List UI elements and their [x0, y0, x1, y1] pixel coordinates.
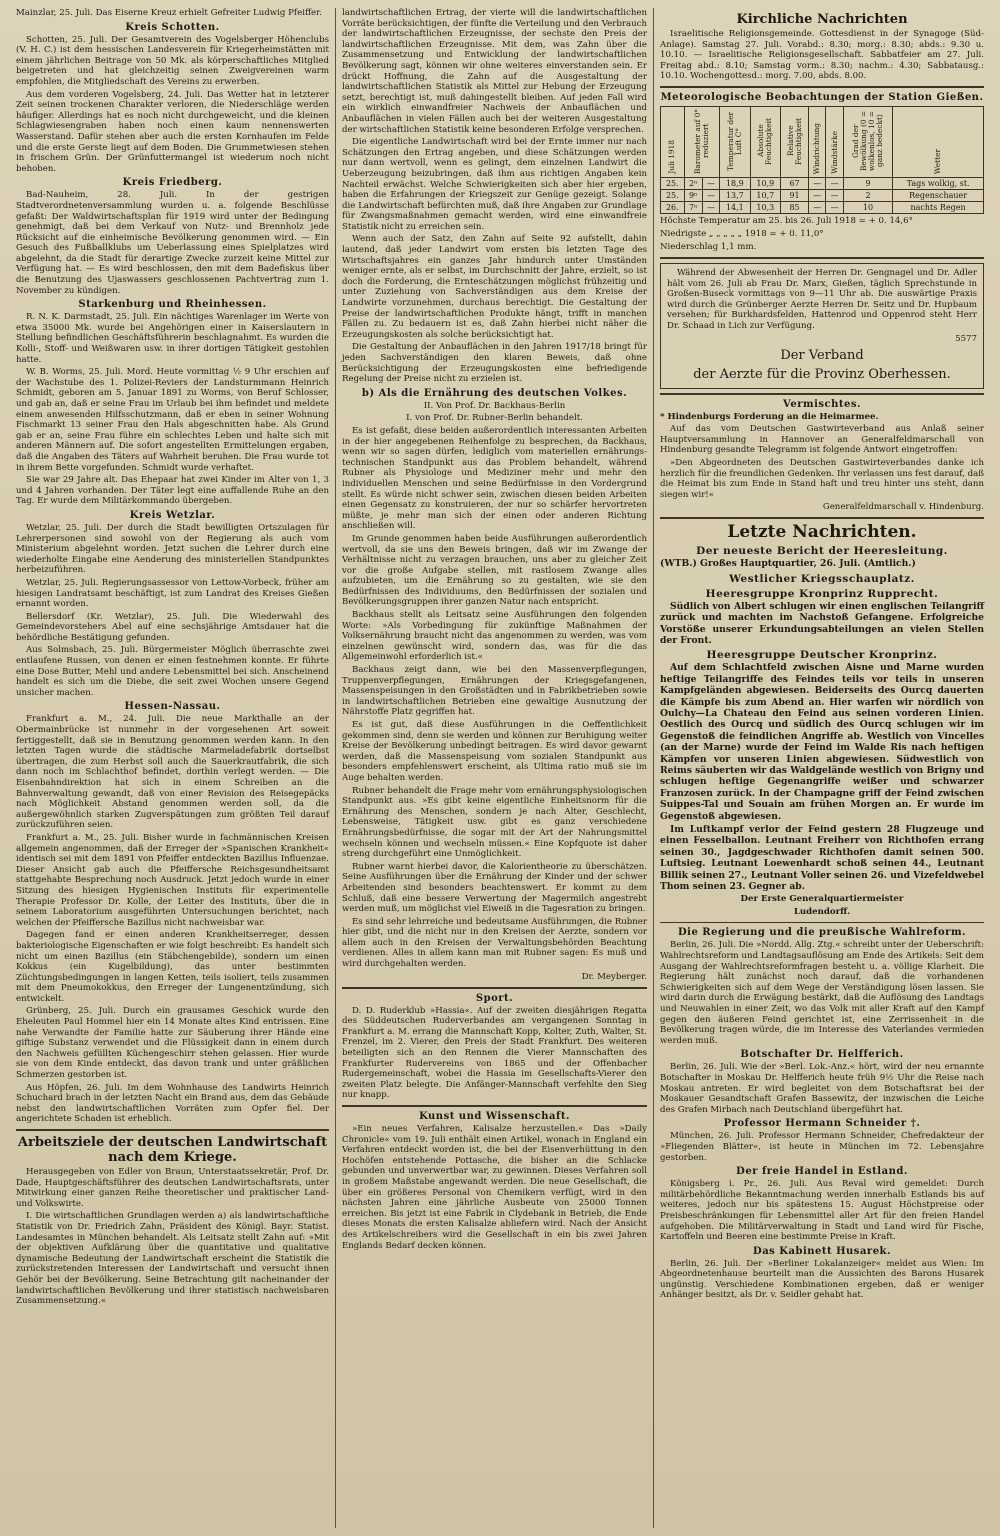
table-cell: —	[826, 189, 843, 201]
article-paragraph: I. Die wirtschaftlichen Grundlagen werden a) als landwirtschaftliche Statistik von Dr. Friedrich Zahn, Präsident des Königl. Bayr. Statist. Landesamtes in München behandelt. Als Leitsatz stellt Zahn auf: »Mit der objektiven Aufklärung über die quantitative und qualitative dynamische Bedeutung der Landwirtschaft erscheint die Statistik die zurückstretenden Interessen der Landwirtschaft und versucht ihnen Gehör bei der Bevölkerung. Seine Betrachtung gilt nacheinander der landwirtschaftlichen Bevölkerung und ihrer statistisch nachweisbaren Zusammensetzung.«	[16, 1211, 329, 1307]
heading-meteorology: Meteorologische Beobachtungen der Station Gießen.	[660, 91, 984, 103]
subheading-author: I. von Prof. Dr. Rubner-Berlin behandelt.	[406, 413, 583, 424]
subheading: b) Als die Ernährung des deutschen Volkes.	[361, 387, 628, 399]
doctors-notice-signature-2: der Aerzte für die Provinz Oberhessen.	[693, 366, 951, 382]
report-intro: (WTB.) Großes Hauptquartier, 26. Juli. (Amtlich.)	[660, 558, 916, 570]
heading-estland: Der freie Handel in Estland.	[736, 1166, 908, 1178]
weather-col-header: Windrichtung	[809, 106, 826, 177]
table-cell: 9	[843, 177, 892, 189]
weather-col-header: Grad der Bewölkung (0 = wolkenlos, 10 = ganz bedeckt)	[843, 106, 892, 177]
table-cell: 7ⁿ	[684, 201, 702, 213]
table-cell: 9ⁿ	[684, 189, 702, 201]
news-item: Grünberg, 25. Juli. Durch ein grausames Geschick wurde den Eheleuten Paul Hommel hier ein 14 Monate altes Kind entrissen. Eine nahe Verwandte der Familie hatte zur Säuberung ihrer Hände eine giftige Substanz verwendet und die Flüssigkeit dann in einem durch den Nachweis gefüllten Küchengeschirr stehen gelassen. Hier wurde sie von dem Kinde entdeckt, das davon trank und unter gräßlichen Schmerzen gestorben ist.	[16, 1006, 329, 1081]
news-item: Aus Solmsbach, 25. Juli. Bürgermeister Möglich überraschte zwei entlaufene Russen, von denen er einen festnehmen konnte. Er führte eine Dose Butter, Mehl und andere Lebensmittel bei sich. Anscheinend handelt es sich um die Diebe, die seit zwei Wochen unsere Gegend unsicher machen.	[16, 645, 329, 698]
table-cell: —	[809, 189, 826, 201]
heading-schneider: Professor Hermann Schneider †.	[723, 1118, 921, 1130]
news-item: Wetzlar, 25. Juli. Der durch die Stadt bewilligten Ortszulagen für Lehrerpersonen sind sowohl von der Regierung als auch vom Ministerium abgelehnt worden. Jetzt suchen die Lehrer durch eine wiederholte Eingabe eine Aenderung des ministeriellen Standpunktes herbeizuführen.	[16, 522, 329, 576]
news-item: Aus Höpfen, 26. Juli. Im dem Wohnhause des Landwirts Heinrich Schuchard brach in der letzten Nacht ein Brand aus, dem das Gebäude nebst den landwirtschaftlichen Vorräten zum Opfer fiel. Der angerichtete Schaden ist erheblich.	[16, 1082, 329, 1125]
divider	[16, 1129, 329, 1131]
heading-sport: Sport.	[475, 992, 514, 1004]
weather-table-header	[661, 106, 984, 177]
weather-col-header: Wetter	[893, 106, 984, 177]
article-paragraph: Es ist gefaßt, diese beiden außerordentlich interessanten Arbeiten in der hier angegebenen Reihenfolge zu besprechen, da Backhaus, wenn wir so sagen dürfen, lediglich vom materiellen ernährungs-technischen Standpunkt aus das Problem behandelt, während Rubner als Physiologe und Mediziner mehr und mehr den individuellen Menschen und seine Bedürfnisse in den Vordergrund stellt. Es würde nicht schwer sein, zwischen diesen beiden Arbeiten einen Gegensatz zu konstruieren, der nur so schärfer hervortreten müßte, je mehr man sich der einen oder anderen Richtung anschließen will.	[342, 425, 647, 532]
table-cell: Tags wolkig, st.	[893, 177, 984, 189]
divider	[660, 393, 984, 395]
heading-letzte-nachrichten: Letzte Nachrichten.	[727, 522, 917, 543]
column-right	[654, 8, 990, 1528]
news-item: Berlin, 26. Juli. Wie der »Berl. Lok.-Anz.« hört, wird der neu ernannte Botschafter in Moskau Dr. Helfferich heute früh 9½ Uhr die Reise nach Moskau antreten. Er wird begleitet von dem Botschaftsrat bei der Moskauer Gesandtschaft Grafen Bassewitz, der inzwischen die Leiche des Grafen Mirbach nach Deutschland übergeführt hat.	[660, 1062, 984, 1115]
news-item: Wetzlar, 25. Juli. Regierungsassessor von Lettow-Vorbeck, früher am hiesigen Landratsamt beschäftigt, ist zum Landrat des Kreises Gießen ernannt worden.	[16, 577, 329, 610]
table-cell: 10,7	[750, 189, 780, 201]
table-row	[661, 189, 984, 201]
article-paragraph: Backhaus zeigt dann, wie bei den Massenverpflegungen, Truppenverpflegungen, Ernährungen der Kriegsgefangenen, Massenspeisungen in den Großstädten und in Fabrikbetrieben sowie in landwirtschaftlichen Betrieben eine gewaltige Ausnutzung der Nährstoffe Platz gegriffen hat.	[342, 665, 647, 718]
max-temperature: Höchste Temperatur am 25. bis 26. Juli 1918 = + 0. 14,6°	[660, 215, 913, 226]
table-cell: 85	[781, 201, 809, 213]
article-paragraph: Es ist gut, daß diese Ausführungen in die Oeffentlichkeit gekommen sind, denn sie werden und können zur Beruhigung weiter Kreise der Bevölkerung unbedingt beitragen. Es wird davor gewarnt werden, daß die Massenspeisung vom sozialen Standpunkt aus besonders empfehlenswert erscheint, als Ultima ratio muß sie im Auge behalten werden.	[342, 720, 647, 783]
news-item: Sie war 29 Jahre alt. Das Ehepaar hat zwei Kinder im Alter von 1, 3 und 4 Jahren vorhanden. Der Täter legt eine auffallende Ruhe an den Tag. Er wurde dem Militärkommando übergeben.	[16, 475, 329, 507]
table-cell: 26.	[661, 201, 685, 213]
article-signature: Dr. Meyberger.	[581, 971, 647, 982]
report-signature: Der Erste Generalquartiermeister	[740, 894, 904, 905]
news-item: Berlin, 26. Juli. Die »Nordd. Allg. Ztg.« schreibt unter der Ueberschrift: Wahlrechtsreform und Landtagsauflösung am Ende des Artikels: Seit dem Ausgang der Wahlrechtsreformfragen besteht u. a. völlige Klarheit. Die Regierung hält zunächst noch darauf, daß die vorhandenen Schwierigkeiten sich auf dem Wege der Verständigung lösen lassen. Sie wird darin durch die Erwägung bestärkt, daß die Auflösung des Landtags und Neuwahlen in einer Zeit, wo das Volk mit aller Kraft auf den Kampf gegen den äußeren Feind gerichtet ist, eine Zerrissenheit in die Bevölkerung tragen würde, die im Interesse des Vaterlandes vermieden werden muß.	[660, 940, 984, 1046]
heading-starkenburg: Starkenburg und Rheinhessen.	[78, 299, 267, 311]
vermischtes-text: Auf das vom Deutschen Gastwirteverband aus Anlaß seiner Hauptversammlung in Hannover an Generalfeldmarschall von Hindenburg gesandte Telegramm ist folgende Antwort eingetroffen:	[660, 424, 984, 456]
article-paragraph: landwirtschaftlichen Ertrag, der vierte will die landwirtschaftlichen Vorräte berücksichtigen, der fünfte die Verteilung und den Verbrauch der landwirtschaftlichen Erzeugnisse, der sechste den Preis der landwirtschaftlichen Erzeugnisse. Mit dem, was Zahn über die Zusammensetzung und Entwicklung der landwirtschaftlichen Bevölkerung sagt, können wir ohne weiteres einverstanden sein. Er drückt Hoffnung, die Zahn auf die Ausgestaltung der landwirtschaftlichen Statistik als Mittel zur Hebung der Erzeugung setzt, berechtigt ist, muß dahingestellt bleiben. Auf jeden Fall wird ein wirklich einwandfreier Nachweis der Anbauflächen und Anbauflächen in vielen Fällen auch bei der weiteren Ausgestaltung der wirtschaftlichen Statistik keine besonderen Erfolge versprechen.	[342, 8, 647, 135]
table-cell: 2	[843, 189, 892, 201]
divider	[660, 922, 984, 923]
column-middle	[336, 8, 654, 1528]
weather-col-header: Relative Feuchtigkeit	[781, 106, 809, 177]
news-item: R. N. K. Darmstadt, 25. Juli. Ein nächtiges Warenlager im Werte von etwa 35000 Mk. wurde bei Angehörigen einer in Kaiserslautern in Stellung befindlichen Geschäftsführerin beschlagnahmt. Es wurden die Kolli-, Stoff- und Weißwaren usw. in ihrer dortigen Tätigkeit gestohlen hatte.	[16, 312, 329, 365]
heading-deutscher-kronprinz: Heeresgruppe Deutscher Kronprinz.	[706, 649, 938, 662]
heading-hessen-nassau: Hessen-Nassau.	[124, 701, 221, 713]
heading-kreis-schotten: Kreis Schotten.	[125, 21, 220, 33]
doctors-notice-number: 5577	[955, 333, 977, 344]
table-cell: 10	[843, 201, 892, 213]
news-item: Berlin, 26. Juli. Der »Berliner Lokalanzeiger« meldet aus Wien: Im Abgeordnetenhause beurteilt man die Aussichten des Barons Husarek ungünstig. Verschiedene Kombinationen ergeben, daß er weniger Anhänger besitzt, als Dr. v. Seidler gehabt hat.	[660, 1258, 984, 1301]
church-notice: Israelitische Religionsgemeinde. Gottesdienst in der Synagoge (Süd-Anlage). Samstag 27. Juli. Vorabd.: 8.30; morg.: 8.30; abds.: 9.30 u. 10.10. — Israelitische Religionsgesellschaft. Sabbatfeier am 27. Juli. Freitag abd.: 8.10; Samstag vorm.: 8.30; nachm.: 4.30; Sabbatausg.: 10.10. Wochengottesd.: morg. 7.00, abds. 8.00.	[660, 29, 984, 82]
report-paragraph: Auf dem Schlachtfeld zwischen Aisne und Marne wurden heftige Teilangriffe des Feindes teils vor teils in unseren Kampfgeländen abgewiesen. Beiderseits des Ourcq dauerten die Kämpfe bis zum Abend an. Hier warfen wir nördlich von Oulchy—La Chateau den Feind aus seinen vorderen Linien. Oestlich des Ourcq und südlich des Ourcq schlugen wir im Gegenstoß die feindlichen Angriffe ab. Westlich von Vincelles (an der Marne) wurde der Feind im Walde Ris nach heftigen Kämpfen vor unseren Linien abgewiesen. Südwestlich von Reims säuberten wir das Waldgelände westlich von Brigny und schlugen heftige Gegenangriffe weißer und schwarzer Franzosen zurück. In der Champagne griff der Feind zwischen Suippes-Tal und Souain am frühen Morgen an. Er wurde im Gegenstoß abgewiesen.	[660, 662, 984, 822]
news-item: Aus dem vorderen Vogelsberg, 24. Juli. Das Wetter hat in letzterer Zeit seinen trockenen Charakter verloren, die Niederschläge werden häufiger. Allerdings hat es noch nicht durchgeweicht, und die kleinen Schlagwiesengraben haben noch einen kaum nennenswerten Wasserstand. Dafür stehen aber auch die ersten Kornhaufen im Felde und die erste Gerste liegt auf dem Boden. Die Grummetwiesen stehen in frischem Grün. Der Grünfuttermangel ist wiederum noch nicht behoben.	[16, 89, 329, 174]
table-cell: 25.	[661, 177, 685, 189]
weather-col-header: Absolute Feuchtigkeit	[750, 106, 780, 177]
table-cell: 67	[781, 177, 809, 189]
doctors-notice-signature: Der Verband	[780, 347, 864, 363]
intro-note: Mainzlar, 25. Juli. Das Eiserne Kreuz erhielt Gefreiter Ludwig Pfeiffer.	[16, 8, 323, 18]
heading-helfferich: Botschafter Dr. Helfferich.	[740, 1049, 904, 1061]
table-cell: —	[702, 177, 719, 189]
article-paragraph: Es sind sehr lehrreiche und bedeutsame Ausführungen, die Rubner hier gibt, und die nicht nur in den Kreisen der Aerzte, sondern vor allem auch in den Kreisen der Verwaltungsbehörden Beachtung verdienen. Alles in allem kann man mit Rubner sagen: Es muß und wird durchgehalten werden.	[342, 916, 647, 970]
precipitation: Niederschlag 1,1 mm.	[660, 241, 757, 252]
heading-rupprecht: Heeresgruppe Kronprinz Rupprecht.	[705, 587, 939, 600]
news-item: München, 26. Juli. Professor Hermann Schneider, Chefredakteur der »Fliegenden Blätter«, ist heute in München im 72. Lebensjahre gestorben.	[660, 1131, 984, 1163]
min-temperature: Niedrigste „ „ „ „ „ 1918 = + 0. 11,0°	[660, 228, 824, 239]
report-paragraph: Südlich von Albert schlugen wir einen englischen Teilangriff zurück und machten im Nachstoß Gefangene. Erfolgreiche Vorstöße unserer Erkundungsabteilungen an vielen Stellen der Front.	[660, 600, 984, 646]
table-cell: —	[809, 177, 826, 189]
divider	[660, 86, 984, 88]
table-cell: —	[809, 201, 826, 213]
heading-vermischtes: Vermischtes.	[783, 398, 861, 410]
article-paragraph: Die Gestaltung der Anbauflächen in den Jahren 1917/18 bringt für jeden Sachverständigen den klaren Beweis, daß ohne Berücksichtigung der Erzeugungskosten eine befriedigende Regelung der Preise nicht zu erzielen ist.	[342, 342, 647, 385]
vermischtes-quote: »Den Abgeordneten des Deutschen Gastwirteverbandes danke ich herzlich für die freundlichen Gedenken. Ihr verlassen uns fest darauf, daß die Heimat bis zum Ende in Stand haft und treu hinter uns steht, dann siegen wir!«	[660, 457, 984, 500]
table-cell: 13,7	[720, 189, 750, 201]
news-item: Königsberg i. Pr., 26. Juli. Aus Reval wird gemeldet: Durch militärbehördliche Bekanntmachung werden innerhalb Estlands bis auf weiteres, jedoch nur bis spätestens 15. August Höchstpreise oder Preisbeschränkungen für Lebensmittel aller Art für den freien Handel aufgehoben. Die Militärverwaltung in Stadt und Land wird für Fische, Kartoffeln und Beeren eine bestimmte Preise in Kraft.	[660, 1179, 984, 1243]
subheading-author: II. Von Prof. Dr. Backhaus-Berlin	[423, 400, 566, 411]
table-cell: 18,9	[720, 177, 750, 189]
news-item: W. B. Worms, 25. Juli. Mord. Heute vormittag ½ 9 Uhr erschien auf der Wachstube des 1. Polizei-Reviers der Landsturmmann Heinrich Schmidt, geboren am 5. Januar 1891 zu Worms, von Beruf Schlosser, und gab an, daß er seine Frau im Urlaub bei ihm befindet und meldete einem anwesenden Hilfsschutzmann, daß er eben in seiner Wohnung Fischmarkt 13 seiner Frau den Hals abgeschnitten habe. Als Grund gab er an, seine Frau führe ein schlechtes Leben und halte sich mit anderen Männern auf. Die sofort angestellten Ermittelungen ergaben, daß die Angaben des Täters auf Wahrheit beruhen. Die Frau wurde tot in ihrem Bette vorgefunden. Schmidt wurde verhaftet.	[16, 367, 329, 473]
heading-wahlreform: Die Regierung und die preußische Wahlreform.	[677, 927, 967, 939]
weather-col-header: Windstärke	[826, 106, 843, 177]
news-item: Bad-Nauheim, 28. Juli. In der gestrigen Stadtverordnetenversammlung wurden u. a. folgende Beschlüsse gefaßt: Der Waldwirtschaftsplan für 1919 wird unter der Bedingung genehmigt, daß bei dem Verkauf von Nutz- und Brennholz jede Rücksicht auf die einheimische Bevölkerung genommen wird. — Ein Gesuch des Fußballklubs um Ueberlassung eines Spielplatzes wird abgelehnt, da die Stadt für derartige Zwecke zurzeit keine Mittel zur Verfügung hat. — Es wird beschlossen, den mit dem Badefiskus über die Benutzung des Ujaswassers geschlossenen Pachtvertrag zum 1. November zu kündigen.	[16, 190, 329, 296]
table-row	[661, 177, 984, 189]
heading-westlicher-kriegsschauplatz: Westlicher Kriegsschauplatz.	[729, 572, 915, 585]
news-item: Bellersdorf (Kr. Wetzlar), 25. Juli. Die Wiederwahl des Gemeindevorstehers Abel auf eine sechsjährige Amtsdauer hat die behördliche Bestätigung gefunden.	[16, 611, 329, 643]
table-cell: 25.	[661, 189, 685, 201]
news-item: Schotten, 25. Juli. Der Gesamtverein des Vogelsberger Höhenclubs (V. H. C.) ist dem hessischen Landesverein für Kriegerheimstätten mit einem jährlichen Beitrage von 50 Mk. als körperschaftliches Mitglied beigetreten und hat gleichzeitig seinen Zweigvereinen warm empfohlen, die Mitgliedschaft des Vereins zu erwerben.	[16, 34, 329, 87]
kunst-item: »Ein neues Verfahren, Kalisalze herzustellen.« Das »Daily Chronicle« vom 19. Juli enthält einen Artikel, wonach in England ein Verfahren entdeckt worden ist, die bei der Eisenverhüttung in den Hochöfen entstehende Pottasche, die bisher an die Schlacke gebunden und unverwertbar war, zu gewinnen. Dieses Verfahren soll in großem Maßstabe angewandt werden. Die neue Gesellschaft, die über ein größeres Personal von Chemikern verfügt, wird in den nächsten Jahren eine jährliche Ausbeute von 25000 Tonnen erreichen. Bis jetzt ist eine Fabrik in Clydebank in Betrieb, die Ende dieses Monats die ersten Kalisalze abliefern wird. Nach der Ansicht des Artikelschreibers wird die Gesellschaft in ein bis zwei Jahren Englands Bedarf decken können.	[342, 1124, 647, 1251]
heading-kreis-wetzlar: Kreis Wetzlar.	[129, 509, 216, 521]
news-item: Frankfurt a. M., 24. Juli. Die neue Markthalle an der Obermainbrücke ist nunmehr in der vorgesehenen Art soweit fertiggestellt, daß sie in Benutzung genommen werden kann. In den letzten Tagen wurde die städtische Marmeladefabrik dortselbst übertragen, die zum Herbst soll auch die Sauerkrautfabrik, die sich dann noch im Schlachthof befindet, dorthin verlegt werden. — Die Eisenbahndirektion hat sich in einem Schreiben an die Bahnverwaltung gewandt, daß von einer Revision des Reisegepäcks nach Möglichkeit Abstand genommen werden soll, da die außergewöhnlich starken Zugverspätungen zum größten Teil darauf zurückzuführen seien.	[16, 714, 329, 831]
article-paragraph: Wenn auch der Satz, den Zahn auf Seite 92 aufstellt, dahin lautend, daß jeder Landwirt vom ersten bis letzten Tage des Wirtschaftsjahres ein ganzes Jahr hindurch unter Umständen weniger ernte, als er selbst, im Durchschnitt der Jahre, erzielt, so ist doch die Forderung, die Ernteschätzungen möglichst frühzeitig und unter Zuziehung von Sachverständigen aus dem Kreise der Landwirte vorzunehmen, durchaus berechtigt. Die Gestaltung der Preise der landwirtschaftlichen Produkte hängt, trifft in manchen Fällen zu. Zu bedauern ist es, daß Zahn hierbei nicht näher die Erzeugungskosten als solche berücksichtigt hat.	[342, 234, 647, 340]
table-row	[661, 201, 984, 213]
table-cell: nachts Regen	[893, 201, 984, 213]
heading-kabinett: Das Kabinett Husarek.	[753, 1245, 891, 1257]
heading-kreis-friedberg: Kreis Friedberg.	[122, 177, 223, 189]
table-cell: 10,3	[750, 201, 780, 213]
table-cell: 2ⁿ	[684, 177, 702, 189]
article-paragraph: Backhaus stellt als Leitsatz seine Ausführungen den folgenden Worte: »Als Vorbedingung für zukünftige Maßnahmen der Volksernährung braucht nicht das angenommen zu werden, was vom einzelnen gewünscht wird, sondern das, was für die das Allgemeinwohl erforderlich ist.«	[342, 610, 647, 663]
news-item: Dagegen fand er einen anderen Krankheitserreger, dessen bakteriologische Eigenschaften er wie folgt beschreibt: Es handelt sich nicht um einen Bazillus (ein Stäbchengebilde), sondern um einen Kokkus (ein Kugelbildung), das unter bestimmten Züchtungsbedingungen in langen Ketten, teils isoliert, teils zusammen mit dem Pneumokokkus, den Erreger der Lungenentzündung, sich entwickelt.	[16, 930, 329, 1004]
table-cell: 14,1	[720, 201, 750, 213]
heading-kirchliche-nachrichten: Kirchliche Nachrichten	[736, 12, 908, 27]
table-cell: 91	[781, 189, 809, 201]
weather-table	[660, 106, 984, 214]
vermischtes-signature: Generalfeldmarschall v. Hindenburg.	[822, 502, 984, 513]
sport-item: D. D. Ruderklub »Hassia«. Auf der zweiten diesjährigen Regatta des Süddeutschen Ruderverbandes am vergangenen Sonntag in Frankfurt a. M. errang die Mannschaft Kopp, Kolter, Zuth, Walter, St. Frenzel, im 2. Vierer, den Preis der Stadt Frankfurt. Des weiteren beteiligten sich an den Rennen die Vierer Mannschaften des Frankfurter Rudervereins von 1865 und der Offenbacher Rudergemeinschaft, wobei die Hassia im Gesellschafts-Vierer den zweiten Platz belegte. Die Anfänger-Mannschaft verfehlte den Sieg nur knapp.	[342, 1005, 647, 1101]
weather-col-header: Barometer auf 0° reduziert	[684, 106, 719, 177]
weather-col-header: Temperatur der Luft C°	[720, 106, 750, 177]
column-left	[10, 8, 336, 1528]
table-cell: —	[702, 189, 719, 201]
news-item: Frankfurt a. M., 25. Juli. Bisher wurde in fachmännischen Kreisen allgemein angenommen, daß der Erreger der »Spanischen Krankheit« identisch sei mit dem 1891 von Pfeiffer entdeckten Bazillus Influenzae. Dieser Ansicht gab auch die Pfeiffersche Reichsgesundheitsamt stattgehabte Besprechung noch Ausdruck. Jetzt jedoch wurde in einer Sitzung des hiesigen Hygienischen Instituts für experimentelle Therapie Professor Dr. Kolle, der Leiter des Instituts, über die in seinem Laboratorium ausgeführten Untersuchungen berichtet, nach welchen der Pfeiffersche Bazillus nicht nachweisbar war.	[16, 832, 329, 928]
table-cell: Regenschauer	[893, 189, 984, 201]
heading-kunst-wissenschaft: Kunst und Wissenschaft.	[419, 1111, 570, 1122]
table-cell: —	[826, 177, 843, 189]
weather-col-header: Juli 1918	[661, 106, 685, 177]
divider	[660, 517, 984, 519]
article-paragraph: Im Grunde genommen haben beide Ausführungen außerordentlich wertvoll, da sie uns den Beweis bringen, daß wir im Zwange der Verhältnisse nicht zu verzagen brauchen, uns aber zu gleicher Zeit vor die große Aufgabe stellen, mit rastlosem Zwange alles aufzubieten, um die Ernährung so zu gestalten, wie sie den Bedürfnissen des Individuums, den Bedürfnissen der sozialen und Bevölkerungsgruppen ihrer ganzen Natur nach entspricht.	[342, 533, 647, 608]
divider	[342, 987, 647, 989]
report-signature-name: Ludendorff.	[793, 907, 851, 918]
army-report	[660, 545, 984, 918]
article-paragraph: Die eigentliche Landwirtschaft wird bei der Ernte immer nur nach Schätzungen den Ertrag angeben, und diese Schätzungen werden nur dann wertvoll, wenn es gelingt, dem einzelnen Landwirt die Ueberzeugung beizubringen, daß ihm aus richtigen Angaben kein Nachteil erwächst. Welche Schwierigkeiten sich aber hier ergeben, haben die Erfahrungen der Kriegszeit zur Genüge gezeigt. Solange die Landwirtschaft befürchten muß, daß ihre Angaben zur Grundlage für Zwangsmaßnahmen gemacht werden, wird eine einwandfreie Statistik nicht zu erreichen sein.	[342, 137, 647, 232]
article-paragraph: Rubner warnt hierbei davor, die Kalorientheorie zu überschätzen. Seine Ausführungen über die Ernährung der Kinder und der schwer Arbeitenden sind besonders beachtenswert. Er kommt zu dem Schluß, daß eine bessere Verwertung der Magermilch angestrebt werden muß, um möglichst viel Eiweiß in die Tagesration zu bringen.	[342, 861, 647, 915]
article-title: Arbeitsziele der deutschen Landwirtschaft nach dem Kriege.	[17, 1135, 328, 1165]
heading-heeresbericht: Der neueste Bericht der Heeresleitung.	[696, 545, 948, 558]
table-cell: 10,9	[750, 177, 780, 189]
doctors-notice-text: Während der Abwesenheit der Herren Dr. Gengnagel und Dr. Adler hält vom 26. Juli ab Frau Dr. Marx, Gießen, täglich Sprechstunde in Großen-Buseck vormittags von 9—11 Uhr ab. Die auswärtige Praxis wird durch die Grünberger Aerzte Herren Dr. Seitz und Dr. Hupbaum versehen; für Burkhardsfelden, Hattenrod und Oppenrod steht Herr Dr. Schaad in Lich zur Verfügung.	[667, 267, 977, 331]
doctors-notice	[660, 263, 984, 389]
report-paragraph: Im Luftkampf verlor der Feind gestern 28 Flugzeuge und einen Fesselballon. Leutnant Freiherr von Richthofen errang seinen 30., Jagdgeschwader Richthofen damit seinen 500. Luftsieg. Leutnant Loewenhardt schoß seinen 44., Leutnant Billik seinen 27., Leutnant Voller seinen 26. und Vizefeldwebel Thom seinen 23. Gegner ab.	[660, 824, 984, 893]
vermischtes-title: * Hindenburgs Forderung an die Heimarmee.	[660, 411, 879, 422]
article-intro: Herausgegeben von Edler von Braun, Unterstaatssekretär, Prof. Dr. Dade, Hauptgeschäftsführer des deutschen Landwirtschaftsrats, unter Mitwirkung einer ganzen Reihe theoretischer und praktischer Land- und Volkswirte.	[16, 1167, 329, 1209]
divider	[660, 257, 984, 259]
table-cell: —	[702, 201, 719, 213]
article-paragraph: Rubner behandelt die Frage mehr vom ernährungsphysiologischen Standpunkt aus. »Es gibt keine eigentliche Einheitsnorm für die Ernährung des Menschen, sondern je nach Alter, Geschlecht, Lebensweise, Tätigkeit usw. gibt es ganz verschiedene Ernährungsbedürfnisse, die sogar mit der Art der Nahrungsmittel wechseln können und wechseln müssen.« Eine Kopfquote ist daher streng durchgeführt eine Unmöglichkeit.	[342, 785, 647, 860]
table-cell: —	[826, 201, 843, 213]
divider	[342, 1105, 647, 1107]
